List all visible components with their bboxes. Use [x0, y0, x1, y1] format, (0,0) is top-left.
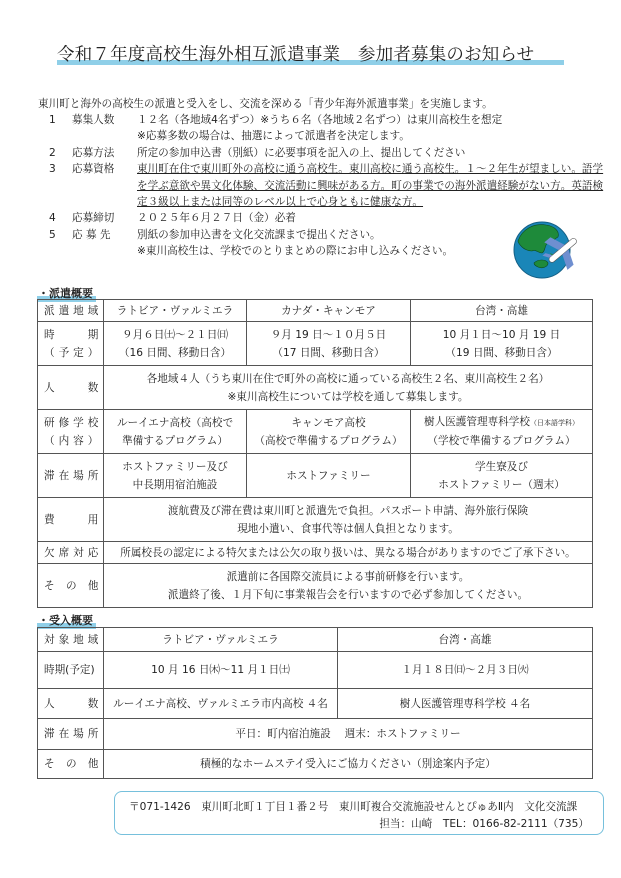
row-header: 人 数 [38, 366, 104, 410]
item-number: 4 [49, 212, 56, 225]
item-value: 別紙の参加申込書を文化交流課まで提出ください。 [137, 228, 381, 241]
table-row [38, 652, 593, 689]
table-row [38, 322, 593, 366]
absence-cell: 所属校長の認定による特欠または公欠の取り扱いは、異なる場合がありますのでご了承下さい。 [104, 542, 593, 564]
people-cell: ルーイエナ高校、ヴァルミエラ市内高校 ４名 [104, 689, 338, 719]
table-row [38, 454, 593, 498]
period-cell: ９月 19 日～１０月５日 （17 日間、移動日含） [247, 322, 411, 366]
table-row [38, 719, 593, 750]
item-label: 応募資格 [72, 163, 115, 176]
cost-cell: 渡航費及び滞在費は東川町と派遣先で負担。パスポート申請、海外旅行保険 現地小遣い、食事代等は個人負担となります。 [104, 498, 593, 542]
row-header: 対象地域 [38, 628, 104, 652]
row-header: 滞在場所 [38, 454, 104, 498]
intro-text: 東川町と海外の高校生の派遣と受入をし、交流を深める「青少年海外派遣事業」を実施します。 [38, 98, 493, 110]
period-cell: ９月６日㈯～２１日㈰ （16 日間、移動日含） [104, 322, 247, 366]
row-header: そ の 他 [38, 564, 104, 608]
item-value: を学ぶ意欲や異文化体験、交流活動に興味がある方。町の事業での海外派遣経験がない方。英語検 [137, 179, 604, 192]
table-row [38, 498, 593, 542]
stay-cell: ホストファミリー及び 中長期用宿泊施設 [104, 454, 247, 498]
item-value: 定３級以上または同等のレベル以上で心身ともに健康な方。 [137, 195, 424, 208]
item-label: 応募方法 [72, 146, 115, 159]
school-cell: ルーイエナ高校（高校で 準備するプログラム） [104, 410, 247, 454]
item-value: １２名（各地域4名ずつ）※うち６名（各地域２名ずつ）は東川高校生を想定 [137, 114, 503, 126]
item-3 [38, 161, 603, 177]
contact-phone: 担当：山崎 TEL：0166-82-2111（735） [379, 818, 589, 830]
item-1 [38, 112, 603, 128]
region-cell: ラトビア・ヴァルミエラ [104, 628, 338, 652]
row-header: 研修学校 （内容） [38, 410, 104, 454]
receive-table [37, 627, 593, 779]
item-label: 応募締切 [72, 212, 115, 225]
item-label: 募集人数 [72, 114, 115, 126]
period-cell: １月１８日㈰～２月３日㈫ [338, 652, 593, 689]
row-header: 費 用 [38, 498, 104, 542]
table-row [38, 542, 593, 564]
item-number: 3 [49, 163, 56, 176]
row-header: そ の 他 [38, 750, 104, 779]
row-header: 欠席対応 [38, 542, 104, 564]
row-header: 人 数 [38, 689, 104, 719]
period-cell: 10 月 16 日㈭～11 月１日㈯ [104, 652, 338, 689]
table-row [38, 564, 593, 608]
school-cell: 樹人医護管理専科学校（日本語学科） （学校で準備するプログラム） [411, 410, 593, 454]
other-cell: 派遣前に各国際交流員による事前研修を行います。 派遣終了後、１月下旬に事業報告会を行いますので必ず参加してください。 [104, 564, 593, 608]
period-cell: 10 月１日～10 月 19 日 （19 日間、移動日含） [411, 322, 593, 366]
region-cell: 台湾・高雄 [338, 628, 593, 652]
item-label: 応 募 先 [72, 228, 111, 241]
stay-cell: 平日：町内宿泊施設 週末：ホストファミリー [104, 719, 593, 750]
item-value: ２０２５年６月２７日（金）必着 [137, 212, 296, 225]
table-row [38, 300, 593, 322]
page-title: 令和７年度高校生海外相互派遣事業 参加者募集のお知らせ [57, 45, 535, 65]
row-header: 時 期 （予定） [38, 322, 104, 366]
other-cell: 積極的なホームステイ受入にご協力ください（別途案内予定） [104, 750, 593, 779]
table-row [38, 628, 593, 652]
table-row [38, 750, 593, 779]
item-note: ※東川高校生は、学校でのとりまとめの際にお申し込みください。 [137, 245, 454, 258]
item-2 [38, 145, 603, 161]
dispatch-table [37, 299, 593, 608]
item-value: 所定の参加申込書（別紙）に必要事項を記入の上、提出してください [137, 146, 466, 159]
row-header: 滞在場所 [38, 719, 104, 750]
item-number: 2 [49, 146, 56, 159]
contact-address: 〒071-1426 東川町北町１丁目１番２号 東川町複合交流施設せんとぴゅあⅡ内 文化交流課 [129, 801, 578, 813]
item-note: ※応募多数の場合は、抽選によって派遣者を決定します。 [137, 130, 410, 143]
school-cell: キャンモア高校 （高校で準備するプログラム） [247, 410, 411, 454]
region-cell: ラトビア・ヴァルミエラ [104, 300, 247, 322]
globe-airplane-icon [508, 217, 586, 281]
dispatch-section-heading: ・派遣概要 [37, 285, 96, 301]
row-header: 時期(予定) [38, 652, 104, 689]
region-cell: 台湾・高雄 [411, 300, 593, 322]
people-cell: 樹人医護管理専科学校 ４名 [338, 689, 593, 719]
contact-box [114, 791, 604, 835]
stay-cell: ホストファミリー [247, 454, 411, 498]
table-row [38, 689, 593, 719]
receive-section-heading: ・受入概要 [37, 612, 96, 628]
item-number: 5 [49, 228, 56, 241]
people-cell: 各地域４人（うち東川在住で町外の高校に通っている高校生２名、東川高校生２名） ※東川高校生については学校を通して募集します。 [104, 366, 593, 410]
row-header: 派遣地域 [38, 300, 104, 322]
table-row [38, 410, 593, 454]
table-row [38, 366, 593, 410]
item-number: 1 [49, 114, 56, 126]
stay-cell: 学生寮及び ホストファミリー（週末） [411, 454, 593, 498]
region-cell: カナダ・キャンモア [247, 300, 411, 322]
item-value: 東川町在住で東川町外の高校に通う高校生。東川高校に通う高校生。１～２年生が望ましい。語学 [137, 163, 604, 176]
